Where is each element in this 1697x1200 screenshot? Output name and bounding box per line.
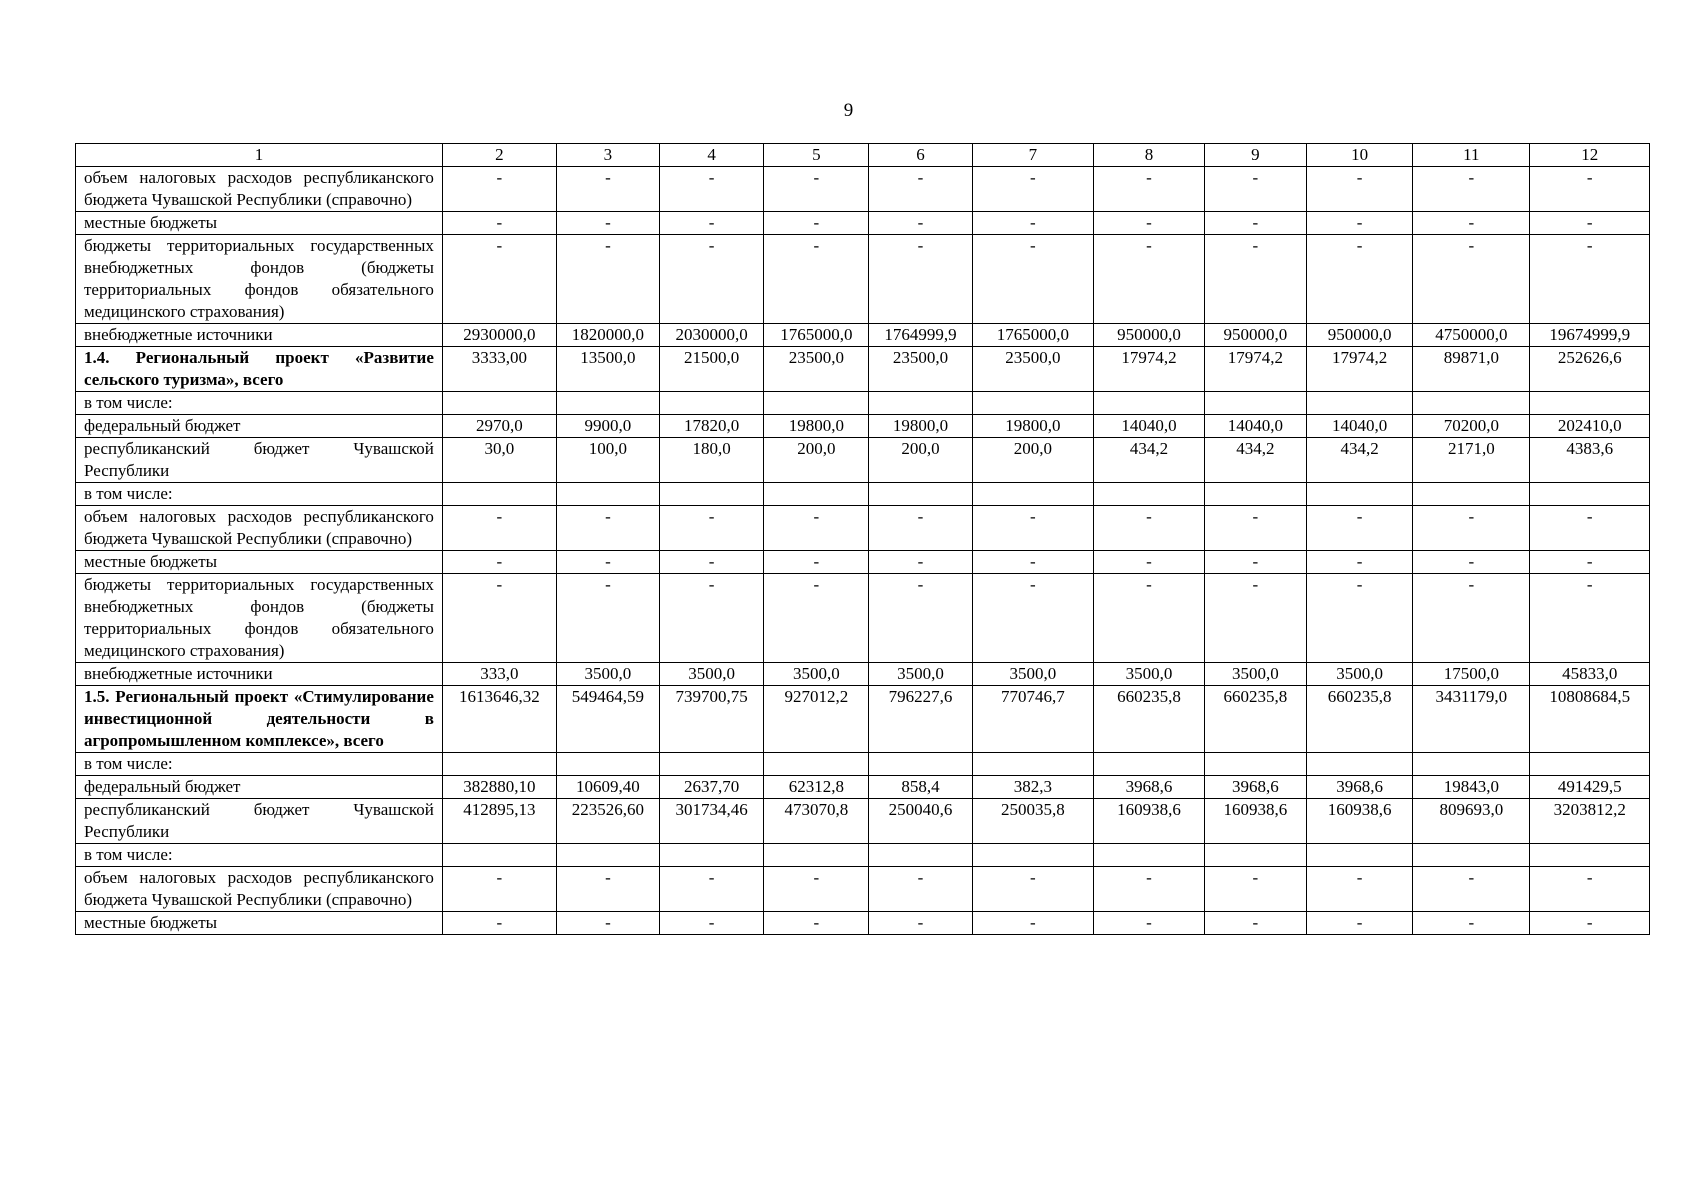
value-cell: 3500,0 <box>1204 663 1306 686</box>
value-cell: - <box>1094 912 1205 935</box>
value-cell: - <box>1413 235 1530 324</box>
value-cell: - <box>556 574 659 663</box>
value-cell: 1613646,32 <box>442 686 556 753</box>
value-cell: 3203812,2 <box>1530 799 1650 844</box>
value-cell: 17974,2 <box>1094 347 1205 392</box>
value-cell <box>972 483 1094 506</box>
value-cell: - <box>1530 167 1650 212</box>
budget-table <box>75 143 1650 935</box>
value-cell: - <box>1413 574 1530 663</box>
value-cell <box>1413 392 1530 415</box>
value-cell <box>1530 483 1650 506</box>
value-cell <box>869 483 972 506</box>
value-cell: 1765000,0 <box>764 324 869 347</box>
value-cell: 9900,0 <box>556 415 659 438</box>
column-header: 11 <box>1413 144 1530 167</box>
value-cell: - <box>1413 212 1530 235</box>
value-cell: - <box>972 574 1094 663</box>
value-cell: - <box>972 551 1094 574</box>
value-cell: 200,0 <box>869 438 972 483</box>
value-cell: - <box>659 574 763 663</box>
value-cell: - <box>1204 167 1306 212</box>
value-cell: 3500,0 <box>764 663 869 686</box>
value-cell: 739700,75 <box>659 686 763 753</box>
value-cell: 382,3 <box>972 776 1094 799</box>
value-cell: 14040,0 <box>1306 415 1412 438</box>
value-cell <box>1204 392 1306 415</box>
row-label: местные бюджеты <box>76 912 443 935</box>
value-cell <box>659 844 763 867</box>
value-cell: 23500,0 <box>869 347 972 392</box>
value-cell: 19800,0 <box>972 415 1094 438</box>
value-cell: - <box>442 235 556 324</box>
value-cell: - <box>442 912 556 935</box>
value-cell <box>659 392 763 415</box>
header-row <box>76 144 1650 167</box>
value-cell: 100,0 <box>556 438 659 483</box>
table-row <box>76 415 1650 438</box>
value-cell: - <box>659 867 763 912</box>
value-cell <box>1530 844 1650 867</box>
value-cell <box>1413 753 1530 776</box>
row-label: бюджеты территориальных государственных внебюджетных фондов (бюджеты территориальных фондов обязательного медицинского страхования) <box>76 574 443 663</box>
value-cell: 250035,8 <box>972 799 1094 844</box>
row-label: объем налоговых расходов республиканского бюджета Чувашской Республики (справочно) <box>76 506 443 551</box>
value-cell: 2171,0 <box>1413 438 1530 483</box>
value-cell: 2030000,0 <box>659 324 763 347</box>
table-row <box>76 551 1650 574</box>
value-cell: 4383,6 <box>1530 438 1650 483</box>
column-header: 9 <box>1204 144 1306 167</box>
value-cell: 14040,0 <box>1094 415 1205 438</box>
value-cell: 473070,8 <box>764 799 869 844</box>
value-cell: - <box>869 574 972 663</box>
value-cell <box>869 753 972 776</box>
value-cell: - <box>869 212 972 235</box>
value-cell: 927012,2 <box>764 686 869 753</box>
value-cell: - <box>1094 212 1205 235</box>
value-cell: 660235,8 <box>1306 686 1412 753</box>
value-cell: - <box>1530 867 1650 912</box>
value-cell <box>1204 483 1306 506</box>
value-cell <box>869 844 972 867</box>
table-row <box>76 753 1650 776</box>
value-cell: 17500,0 <box>1413 663 1530 686</box>
table-row <box>76 324 1650 347</box>
value-cell <box>556 753 659 776</box>
value-cell: - <box>1306 867 1412 912</box>
value-cell: 3500,0 <box>1306 663 1412 686</box>
value-cell: 13500,0 <box>556 347 659 392</box>
value-cell: - <box>1413 551 1530 574</box>
value-cell: 23500,0 <box>972 347 1094 392</box>
value-cell: 858,4 <box>869 776 972 799</box>
value-cell: - <box>764 912 869 935</box>
value-cell: 796227,6 <box>869 686 972 753</box>
column-header: 2 <box>442 144 556 167</box>
value-cell: 223526,60 <box>556 799 659 844</box>
value-cell <box>556 483 659 506</box>
value-cell: 3968,6 <box>1204 776 1306 799</box>
value-cell: - <box>556 867 659 912</box>
column-header: 6 <box>869 144 972 167</box>
value-cell: - <box>556 212 659 235</box>
value-cell: - <box>1204 867 1306 912</box>
table-row <box>76 663 1650 686</box>
value-cell <box>1204 753 1306 776</box>
value-cell <box>764 483 869 506</box>
row-label: в том числе: <box>76 392 443 415</box>
value-cell: - <box>1204 235 1306 324</box>
value-cell <box>556 844 659 867</box>
value-cell: 2637,70 <box>659 776 763 799</box>
value-cell: 202410,0 <box>1530 415 1650 438</box>
row-label: местные бюджеты <box>76 551 443 574</box>
value-cell: - <box>1204 574 1306 663</box>
value-cell: - <box>1413 506 1530 551</box>
value-cell <box>1094 844 1205 867</box>
value-cell: - <box>1306 235 1412 324</box>
value-cell <box>869 392 972 415</box>
value-cell: - <box>764 574 869 663</box>
value-cell: - <box>1306 212 1412 235</box>
value-cell: - <box>1204 912 1306 935</box>
value-cell: 160938,6 <box>1204 799 1306 844</box>
column-header: 12 <box>1530 144 1650 167</box>
value-cell: - <box>442 867 556 912</box>
value-cell <box>442 392 556 415</box>
value-cell: - <box>869 235 972 324</box>
value-cell <box>1306 483 1412 506</box>
value-cell: 3500,0 <box>659 663 763 686</box>
table-row <box>76 483 1650 506</box>
value-cell: - <box>972 912 1094 935</box>
value-cell: 2970,0 <box>442 415 556 438</box>
value-cell: 809693,0 <box>1413 799 1530 844</box>
value-cell <box>972 844 1094 867</box>
value-cell <box>442 844 556 867</box>
table-row <box>76 506 1650 551</box>
value-cell: 17974,2 <box>1306 347 1412 392</box>
value-cell: 549464,59 <box>556 686 659 753</box>
value-cell: 2930000,0 <box>442 324 556 347</box>
page-number: 9 <box>843 100 854 121</box>
value-cell: - <box>442 574 556 663</box>
value-cell: - <box>1094 506 1205 551</box>
row-label: внебюджетные источники <box>76 663 443 686</box>
value-cell: 770746,7 <box>972 686 1094 753</box>
value-cell: - <box>1530 212 1650 235</box>
value-cell: 70200,0 <box>1413 415 1530 438</box>
table-row <box>76 912 1650 935</box>
value-cell: 3500,0 <box>972 663 1094 686</box>
value-cell: - <box>764 551 869 574</box>
row-label: федеральный бюджет <box>76 776 443 799</box>
value-cell <box>1413 483 1530 506</box>
value-cell: 4750000,0 <box>1413 324 1530 347</box>
column-header: 5 <box>764 144 869 167</box>
value-cell: - <box>764 235 869 324</box>
table-row <box>76 392 1650 415</box>
column-header: 4 <box>659 144 763 167</box>
value-cell: - <box>1204 212 1306 235</box>
value-cell: 950000,0 <box>1094 324 1205 347</box>
value-cell: - <box>1306 551 1412 574</box>
column-header: 1 <box>76 144 443 167</box>
value-cell: 160938,6 <box>1306 799 1412 844</box>
value-cell: - <box>442 551 556 574</box>
value-cell: - <box>1530 506 1650 551</box>
table-row <box>76 167 1650 212</box>
value-cell <box>1094 483 1205 506</box>
value-cell: 19800,0 <box>764 415 869 438</box>
value-cell: - <box>1530 551 1650 574</box>
value-cell: 180,0 <box>659 438 763 483</box>
value-cell: - <box>1094 167 1205 212</box>
value-cell: 252626,6 <box>1530 347 1650 392</box>
value-cell: - <box>659 912 763 935</box>
value-cell <box>1306 392 1412 415</box>
value-cell <box>659 483 763 506</box>
value-cell: - <box>556 912 659 935</box>
row-label: объем налоговых расходов республиканского бюджета Чувашской Республики (справочно) <box>76 867 443 912</box>
value-cell: - <box>869 167 972 212</box>
row-label: бюджеты территориальных государственных внебюджетных фондов (бюджеты территориальных фондов обязательного медицинского страхования) <box>76 235 443 324</box>
value-cell: - <box>764 167 869 212</box>
value-cell: 3333,00 <box>442 347 556 392</box>
value-cell: 21500,0 <box>659 347 763 392</box>
table-row <box>76 347 1650 392</box>
table-row <box>76 212 1650 235</box>
value-cell: 23500,0 <box>764 347 869 392</box>
value-cell: - <box>1094 551 1205 574</box>
value-cell <box>1204 844 1306 867</box>
table-row <box>76 574 1650 663</box>
row-label: 1.4. Региональный проект «Развитие сельского туризма», всего <box>76 347 443 392</box>
row-label: в том числе: <box>76 483 443 506</box>
value-cell: - <box>972 506 1094 551</box>
value-cell: 89871,0 <box>1413 347 1530 392</box>
value-cell <box>556 392 659 415</box>
value-cell: - <box>1413 912 1530 935</box>
value-cell: 200,0 <box>764 438 869 483</box>
table-row <box>76 235 1650 324</box>
value-cell: 3968,6 <box>1094 776 1205 799</box>
value-cell: - <box>972 167 1094 212</box>
value-cell <box>972 392 1094 415</box>
value-cell: 10808684,5 <box>1530 686 1650 753</box>
table-row <box>76 844 1650 867</box>
table-row <box>76 686 1650 753</box>
value-cell: 19800,0 <box>869 415 972 438</box>
value-cell: - <box>764 506 869 551</box>
value-cell: 17820,0 <box>659 415 763 438</box>
row-label: республиканский бюджет Чувашской Республики <box>76 438 443 483</box>
table-body <box>76 167 1650 935</box>
value-cell: - <box>556 167 659 212</box>
column-header: 7 <box>972 144 1094 167</box>
value-cell: - <box>869 867 972 912</box>
table-row <box>76 776 1650 799</box>
value-cell <box>1530 392 1650 415</box>
value-cell: 333,0 <box>442 663 556 686</box>
value-cell: - <box>972 212 1094 235</box>
value-cell: 160938,6 <box>1094 799 1205 844</box>
value-cell: 301734,46 <box>659 799 763 844</box>
row-label: федеральный бюджет <box>76 415 443 438</box>
table-row <box>76 438 1650 483</box>
row-label: объем налоговых расходов республиканского бюджета Чувашской Республики (справочно) <box>76 167 443 212</box>
value-cell: - <box>1306 574 1412 663</box>
column-header: 8 <box>1094 144 1205 167</box>
value-cell: 434,2 <box>1306 438 1412 483</box>
value-cell: 434,2 <box>1094 438 1205 483</box>
value-cell: 660235,8 <box>1094 686 1205 753</box>
value-cell: - <box>869 506 972 551</box>
value-cell: - <box>556 506 659 551</box>
table-row <box>76 867 1650 912</box>
value-cell: - <box>1204 551 1306 574</box>
value-cell: 660235,8 <box>1204 686 1306 753</box>
value-cell: - <box>1094 867 1205 912</box>
value-cell <box>442 483 556 506</box>
value-cell: - <box>1413 867 1530 912</box>
value-cell <box>1094 392 1205 415</box>
value-cell: 250040,6 <box>869 799 972 844</box>
value-cell: - <box>1204 506 1306 551</box>
value-cell: - <box>1413 167 1530 212</box>
value-cell: 434,2 <box>1204 438 1306 483</box>
column-header: 10 <box>1306 144 1412 167</box>
value-cell: - <box>764 867 869 912</box>
value-cell: 3431179,0 <box>1413 686 1530 753</box>
value-cell: - <box>764 212 869 235</box>
value-cell: - <box>556 235 659 324</box>
value-cell: 491429,5 <box>1530 776 1650 799</box>
value-cell: 17974,2 <box>1204 347 1306 392</box>
value-cell: 950000,0 <box>1306 324 1412 347</box>
value-cell: 10609,40 <box>556 776 659 799</box>
value-cell <box>972 753 1094 776</box>
value-cell <box>1530 753 1650 776</box>
column-header: 3 <box>556 144 659 167</box>
value-cell: - <box>659 212 763 235</box>
value-cell: 30,0 <box>442 438 556 483</box>
value-cell: 200,0 <box>972 438 1094 483</box>
value-cell: 62312,8 <box>764 776 869 799</box>
value-cell: - <box>1306 167 1412 212</box>
value-cell <box>1306 844 1412 867</box>
value-cell: - <box>659 551 763 574</box>
value-cell <box>1413 844 1530 867</box>
value-cell: 19674999,9 <box>1530 324 1650 347</box>
value-cell: - <box>869 551 972 574</box>
value-cell: - <box>972 235 1094 324</box>
value-cell: 382880,10 <box>442 776 556 799</box>
value-cell: 3500,0 <box>556 663 659 686</box>
value-cell: 950000,0 <box>1204 324 1306 347</box>
value-cell: - <box>1094 574 1205 663</box>
value-cell: 412895,13 <box>442 799 556 844</box>
value-cell: - <box>1306 506 1412 551</box>
row-label: 1.5. Региональный проект «Стимулирование инвестиционной деятельности в агропромышленном комплексе», всего <box>76 686 443 753</box>
value-cell: 1764999,9 <box>869 324 972 347</box>
row-label: в том числе: <box>76 753 443 776</box>
value-cell: - <box>869 912 972 935</box>
value-cell <box>659 753 763 776</box>
table-row <box>76 799 1650 844</box>
value-cell: - <box>442 167 556 212</box>
value-cell: - <box>1530 574 1650 663</box>
value-cell: - <box>972 867 1094 912</box>
value-cell: 1820000,0 <box>556 324 659 347</box>
value-cell: 3500,0 <box>869 663 972 686</box>
value-cell: - <box>1306 912 1412 935</box>
value-cell: - <box>659 506 763 551</box>
value-cell: - <box>659 167 763 212</box>
value-cell: 1765000,0 <box>972 324 1094 347</box>
value-cell: - <box>442 506 556 551</box>
value-cell <box>764 844 869 867</box>
value-cell: 19843,0 <box>1413 776 1530 799</box>
value-cell <box>1306 753 1412 776</box>
value-cell: - <box>1530 235 1650 324</box>
value-cell <box>764 753 869 776</box>
row-label: республиканский бюджет Чувашской Республики <box>76 799 443 844</box>
row-label: в том числе: <box>76 844 443 867</box>
value-cell <box>764 392 869 415</box>
value-cell: 45833,0 <box>1530 663 1650 686</box>
value-cell: - <box>1530 912 1650 935</box>
value-cell: - <box>442 212 556 235</box>
row-label: местные бюджеты <box>76 212 443 235</box>
value-cell: - <box>556 551 659 574</box>
value-cell <box>1094 753 1205 776</box>
row-label: внебюджетные источники <box>76 324 443 347</box>
value-cell: - <box>1094 235 1205 324</box>
value-cell: - <box>659 235 763 324</box>
value-cell: 3968,6 <box>1306 776 1412 799</box>
value-cell: 14040,0 <box>1204 415 1306 438</box>
value-cell <box>442 753 556 776</box>
value-cell: 3500,0 <box>1094 663 1205 686</box>
